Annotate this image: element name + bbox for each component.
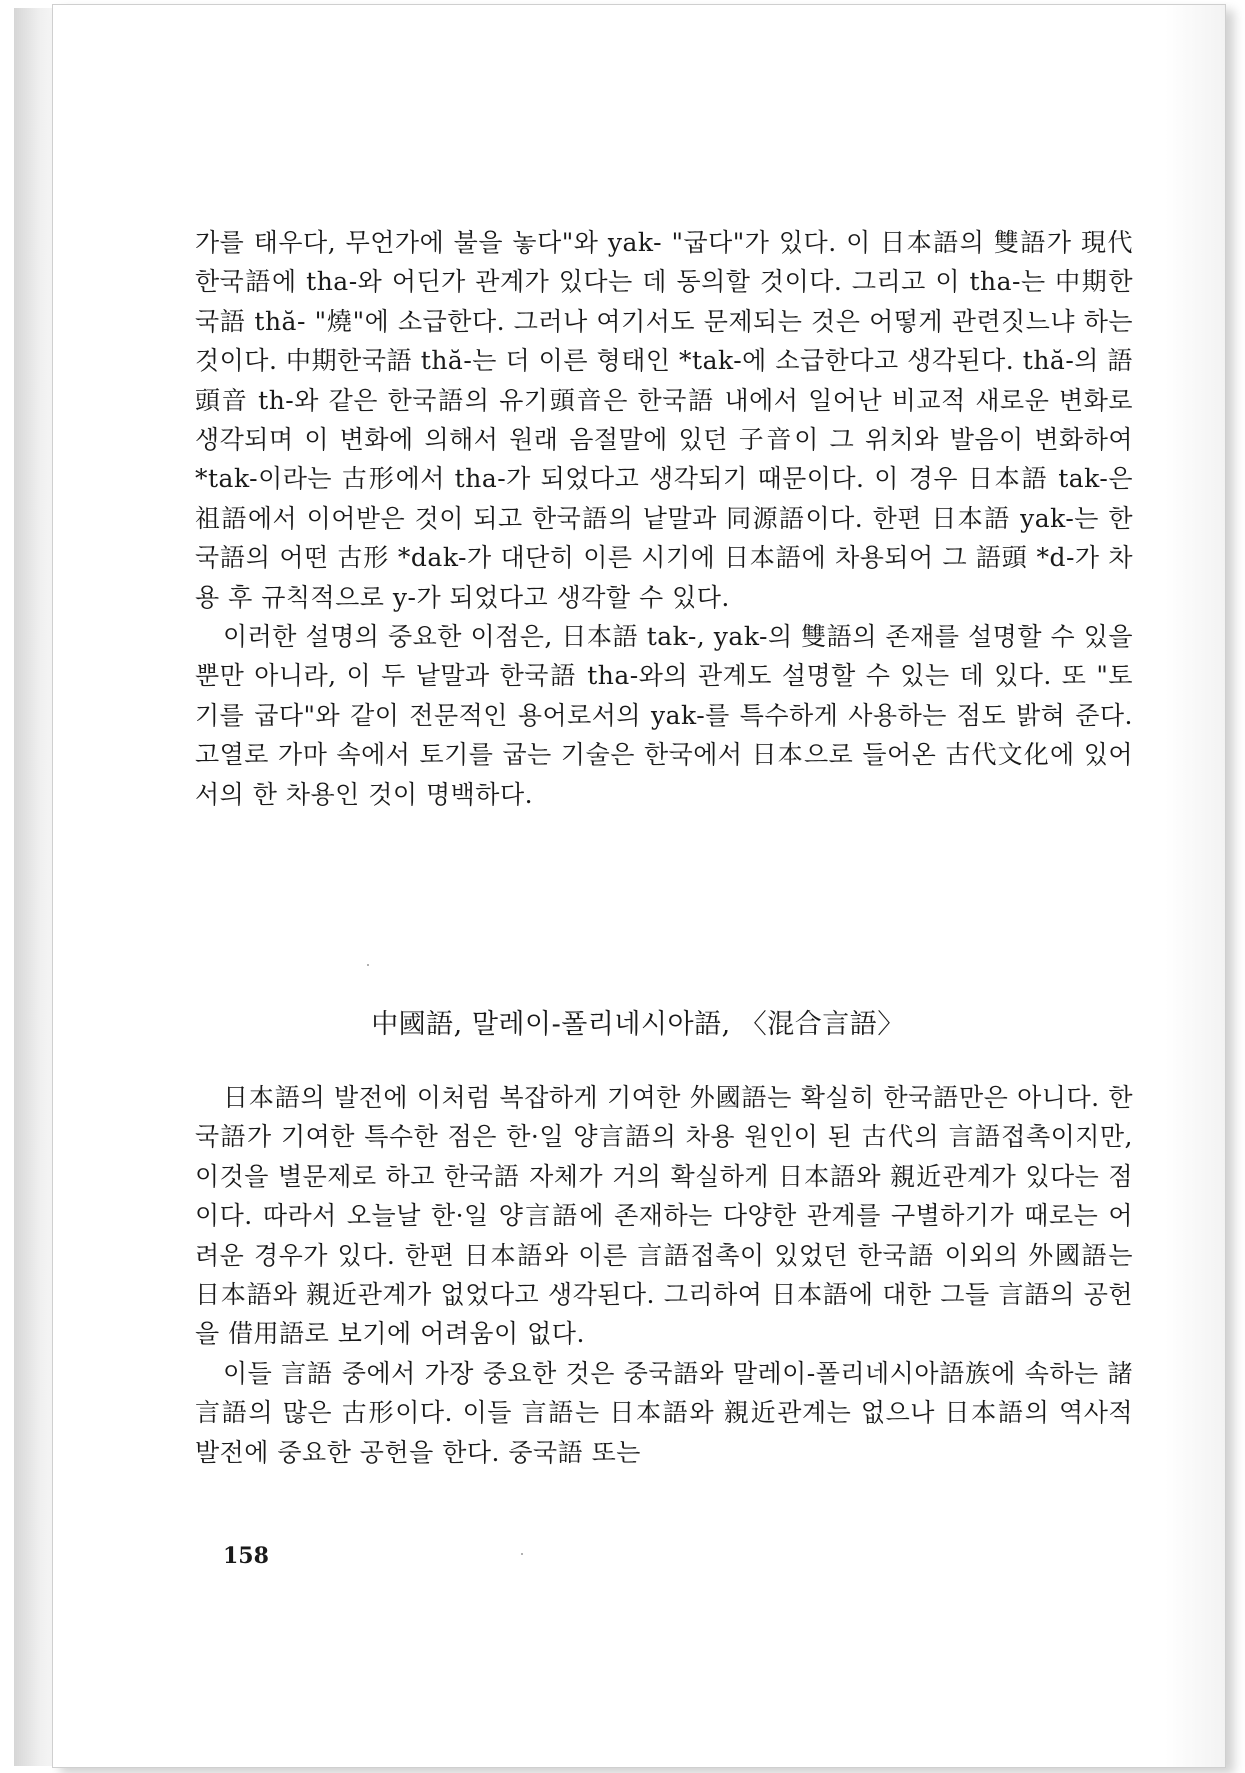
paragraph: 이러한 설명의 중요한 이점은, 日本語 tak-, yak-의 雙語의 존재를 설명할 수 있을 뿐만 아니라, 이 두 낱말과 한국語 tha-와의 관계도 설명할 수 있는 데 있다. 또 "토기를 굽다"와 같이 전문적인 용어로서의 yak-를 특수하게 사용하는 점도 밝혀 준다. 고열로 가마 속에서 토기를 굽는 기술은 한국에서 日本으로 들어온 古代文化에 있어서의 한 차용인 것이 명백하다. (195, 622, 1133, 809)
print-speck (521, 1553, 523, 1555)
print-speck (367, 964, 369, 966)
paragraph: 日本語의 발전에 이처럼 복잡하게 기여한 外國語는 확실히 한국語만은 아니다. 한국語가 기여한 특수한 점은 한·일 양言語의 차용 원인이 된 古代의 言語접촉이지만, 이것을 별문제로 하고 한국語 자체가 거의 확실하게 日本語와 親近관계가 있다는 점이다. 따라서 오늘날 한·일 양言語에 존재하는 다양한 관계를 구별하기가 때로는 어려운 경우가 있다. 한편 日本語와 이른 言語접촉이 있었던 한국語 이외의 外國語는 日本語와 親近관계가 없었다고 생각된다. 그리하여 日本語에 대한 그들 言語의 공헌을 借用語로 보기에 어려움이 없다. (195, 1083, 1133, 1349)
section-heading: 中國語, 말레이-폴리네시아語, 〈混合言語〉 (371, 1009, 905, 1040)
page-edge-shade (1165, 5, 1225, 1767)
page-number: 158 (223, 1543, 269, 1569)
section-1 (195, 223, 1133, 814)
paragraph: 이들 言語 중에서 가장 중요한 것은 중국語와 말레이-폴리네시아語族에 속하는 諸言語의 많은 古形이다. 이들 言語는 日本語와 親近관계는 없으나 日本語의 역사적 발전에 중요한 공헌을 한다. 중국語 또는 (195, 1358, 1133, 1467)
book-spine (14, 8, 57, 1766)
paragraph: 가를 태우다, 무언가에 불을 놓다"와 yak- "굽다"가 있다. 이 日本語의 雙語가 現代한국語에 tha-와 어딘가 관계가 있다는 데 동의할 것이다. 그리고 이 tha-는 中期한국語 thă- "燒"에 소급한다. 그러나 여기서도 문제되는 것은 어떻게 관련짓느냐 하는 것이다. 中期한국語 thă-는 더 이른 형태인 *tak-에 소급한다고 생각된다. thă-의 語頭音 th-와 같은 한국語의 유기頭音은 한국語 내에서 일어난 비교적 새로운 변화로 생각되며 이 변화에 의해서 원래 음절말에 있던 子音이 그 위치와 발음이 변화하여 *tak-이라는 古形에서 tha-가 되었다고 생각되기 때문이다. 이 경우 日本語 tak-은 祖語에서 이어받은 것이 되고 한국語의 낱말과 同源語이다. 한편 日本語 yak-는 한국語의 어떤 古形 *dak-가 대단히 이른 시기에 日本語에 차용되어 그 語頭 *d-가 차용 후 규칙적으로 y-가 되었다고 생각할 수 있다. (195, 228, 1133, 612)
section-2 (195, 1078, 1133, 1472)
